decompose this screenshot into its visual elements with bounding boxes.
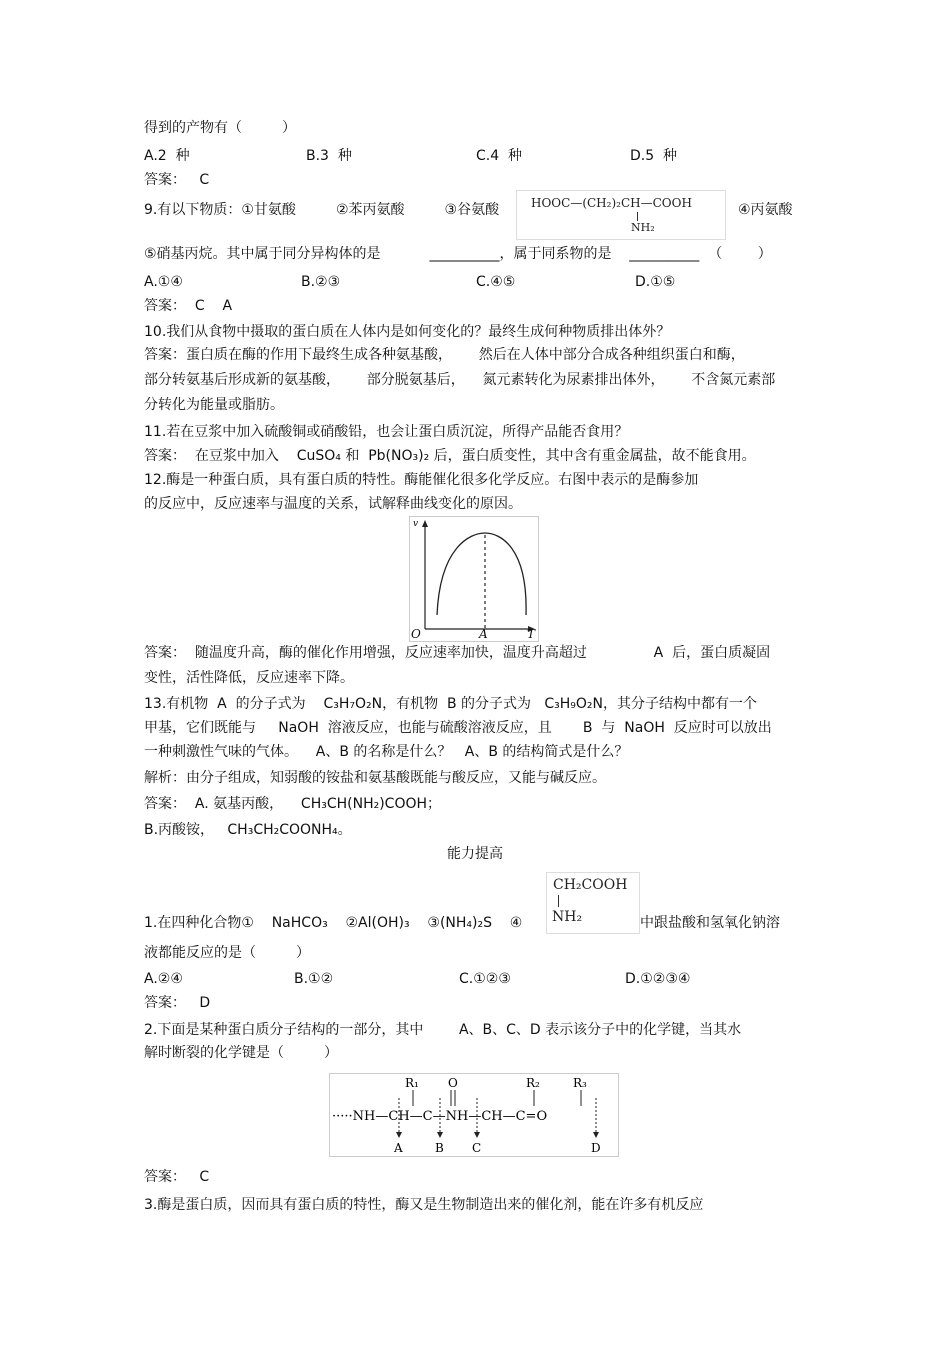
question-p2: 2.下面是某种蛋白质分子结构的一部分，其中 A、B、C、D 表示该分子中的化学键，当其水 [144, 1022, 742, 1038]
bond-a-label: A [394, 1141, 403, 1155]
option-c: C.①②③ [459, 971, 511, 987]
answer: 答案： 随温度升高，酶的催化作用增强，反应速率加快，温度升高超过 A 后，蛋白质凝固 [144, 645, 771, 661]
question-10: 10.我们从食物中摄取的蛋白质在人体内是如何变化的？最终生成何种物质排出体外？ [144, 324, 671, 340]
structure-nh2: NH₂ [552, 909, 583, 925]
o-label: O [448, 1076, 458, 1090]
question-13-cont: 一种刺激性气味的气体。 A、B 的名称是什么？ A、B 的结构简式是什么？ [144, 744, 629, 760]
question-9-line2: ⑤硝基丙烷。其中属于同分异构体的是 __________，属于同系物的是 __________ （ ） [144, 246, 772, 262]
section-title: 能力提高 [447, 846, 503, 862]
option-b: B.3 种 [306, 148, 352, 164]
answer-cont: 部分转氨基后形成新的氨基酸， 部分脱氨基后， 氮元素转化为尿素排出体外， 不含氮元素部 [144, 372, 776, 388]
option-c: C.4 种 [476, 148, 523, 164]
question-p1-line2: 液都能反应的是（ ） [144, 945, 311, 961]
origin-label: O [411, 627, 421, 641]
answer: 答案： C [144, 1169, 210, 1185]
question-text: 得到的产物有（ ） [144, 120, 297, 136]
answer: 答案： C A [144, 298, 233, 314]
option-b: B.①② [294, 971, 334, 987]
arrow-d [593, 1132, 599, 1138]
bond-line [637, 212, 638, 221]
glycine-structure [546, 872, 640, 934]
option-c: C.④⑤ [476, 274, 516, 290]
answer: 答案： A. 氨基丙酸， CH₃CH(NH₂)COOH； [144, 796, 442, 812]
option-a: A.②④ [144, 971, 183, 987]
peptide-structure [329, 1073, 619, 1157]
bond-d-label: D [591, 1141, 601, 1155]
answer: 答案： D [144, 995, 211, 1011]
answer-cont: B.丙酸铵， CH₃CH₂COONH₄。 [144, 822, 352, 838]
r3-label: R₃ [573, 1076, 587, 1090]
question-p1-cont: 中跟盐酸和氢氧化钠溶 [640, 915, 780, 931]
option-d: D.①②③④ [625, 971, 691, 987]
option-b: B.②③ [301, 274, 341, 290]
peptide-chain: ·····NH—CH—C—NH—CH—C=O [332, 1109, 548, 1124]
answer: 答案：蛋白质在酶的作用下最终生成各种氨基酸， 然后在人体中部分合成各种组织蛋白和酶， [144, 347, 745, 363]
r1-label: R₁ [405, 1076, 419, 1090]
rate-temperature-graph [409, 516, 539, 642]
bond-line [558, 895, 559, 907]
answer: 答案： C [144, 172, 210, 188]
question-12-cont: 的反应中，反应速率与温度的关系，试解释曲线变化的原因。 [144, 496, 522, 512]
analysis: 解析：由分子组成，知弱酸的铵盐和氨基酸既能与酸反应，又能与碱反应。 [144, 770, 606, 786]
bond-c-label: C [472, 1141, 482, 1155]
rate-curve [437, 533, 526, 615]
question-9: 9.有以下物质：①甘氨酸 ②苯丙氨酸 ③谷氨酸 [144, 202, 500, 218]
question-p2-cont: 解时断裂的化学键是（ ） [144, 1045, 339, 1061]
question-p3: 3.酶是蛋白质，因而具有蛋白质的特性，酶又是生物制造出来的催化剂，能在许多有机反应 [144, 1197, 704, 1213]
graph-svg [410, 517, 538, 641]
peptide-svg [330, 1074, 618, 1156]
x-axis-label: T [527, 627, 536, 641]
option-d: D.5 种 [630, 148, 678, 164]
answer-cont: 变性，活性降低，反应速率下降。 [144, 670, 354, 686]
question-p1: 1.在四种化合物① NaHCO₃ ②Al(OH)₃ ③(NH₄)₂S ④ [144, 915, 523, 931]
y-axis-label: v [413, 519, 419, 529]
r2-label: R₂ [526, 1076, 540, 1090]
y-axis-arrow [422, 520, 428, 527]
question-13-cont: 甲基，它们既能与 NaOH 溶液反应，也能与硫酸溶液反应，且 B 与 NaOH 反应时可以放出 [144, 720, 772, 736]
option-a: A.①④ [144, 274, 183, 290]
arrow-c [474, 1132, 480, 1138]
question-13: 13.有机物 A 的分子式为 C₃H₇O₂N，有机物 B 的分子式为 C₃H₉O₂N，其分子结构中都有一个 [144, 696, 758, 712]
arrow-a [396, 1132, 402, 1138]
bond-b-label: B [435, 1141, 444, 1155]
arrow-b [437, 1132, 443, 1138]
glutamic-acid-structure [516, 190, 726, 240]
question-11: 11.若在豆浆中加入硫酸铜或硝酸铅，也会让蛋白质沉淀，所得产品能否食用？ [144, 424, 629, 440]
structure-main: CH₂COOH [553, 877, 628, 893]
peak-label: A [479, 627, 488, 641]
question-9-cont: ④丙氨酸 [738, 202, 793, 218]
option-a: A.2 种 [144, 148, 190, 164]
structure-main: HOOC—(CH₂)₂CH—COOH [531, 196, 692, 210]
question-12: 12.酶是一种蛋白质，具有蛋白质的特性。酶能催化很多化学反应。右图中表示的是酶参加 [144, 472, 699, 488]
answer: 答案： 在豆浆中加入 CuSO₄ 和 Pb(NO₃)₂ 后，蛋白质变性，其中含有重金属盐，故不能食用。 [144, 448, 756, 464]
structure-nh2: NH₂ [631, 221, 655, 234]
answer-cont: 分转化为能量或脂肪。 [144, 397, 284, 413]
option-d: D.①⑤ [635, 274, 676, 290]
